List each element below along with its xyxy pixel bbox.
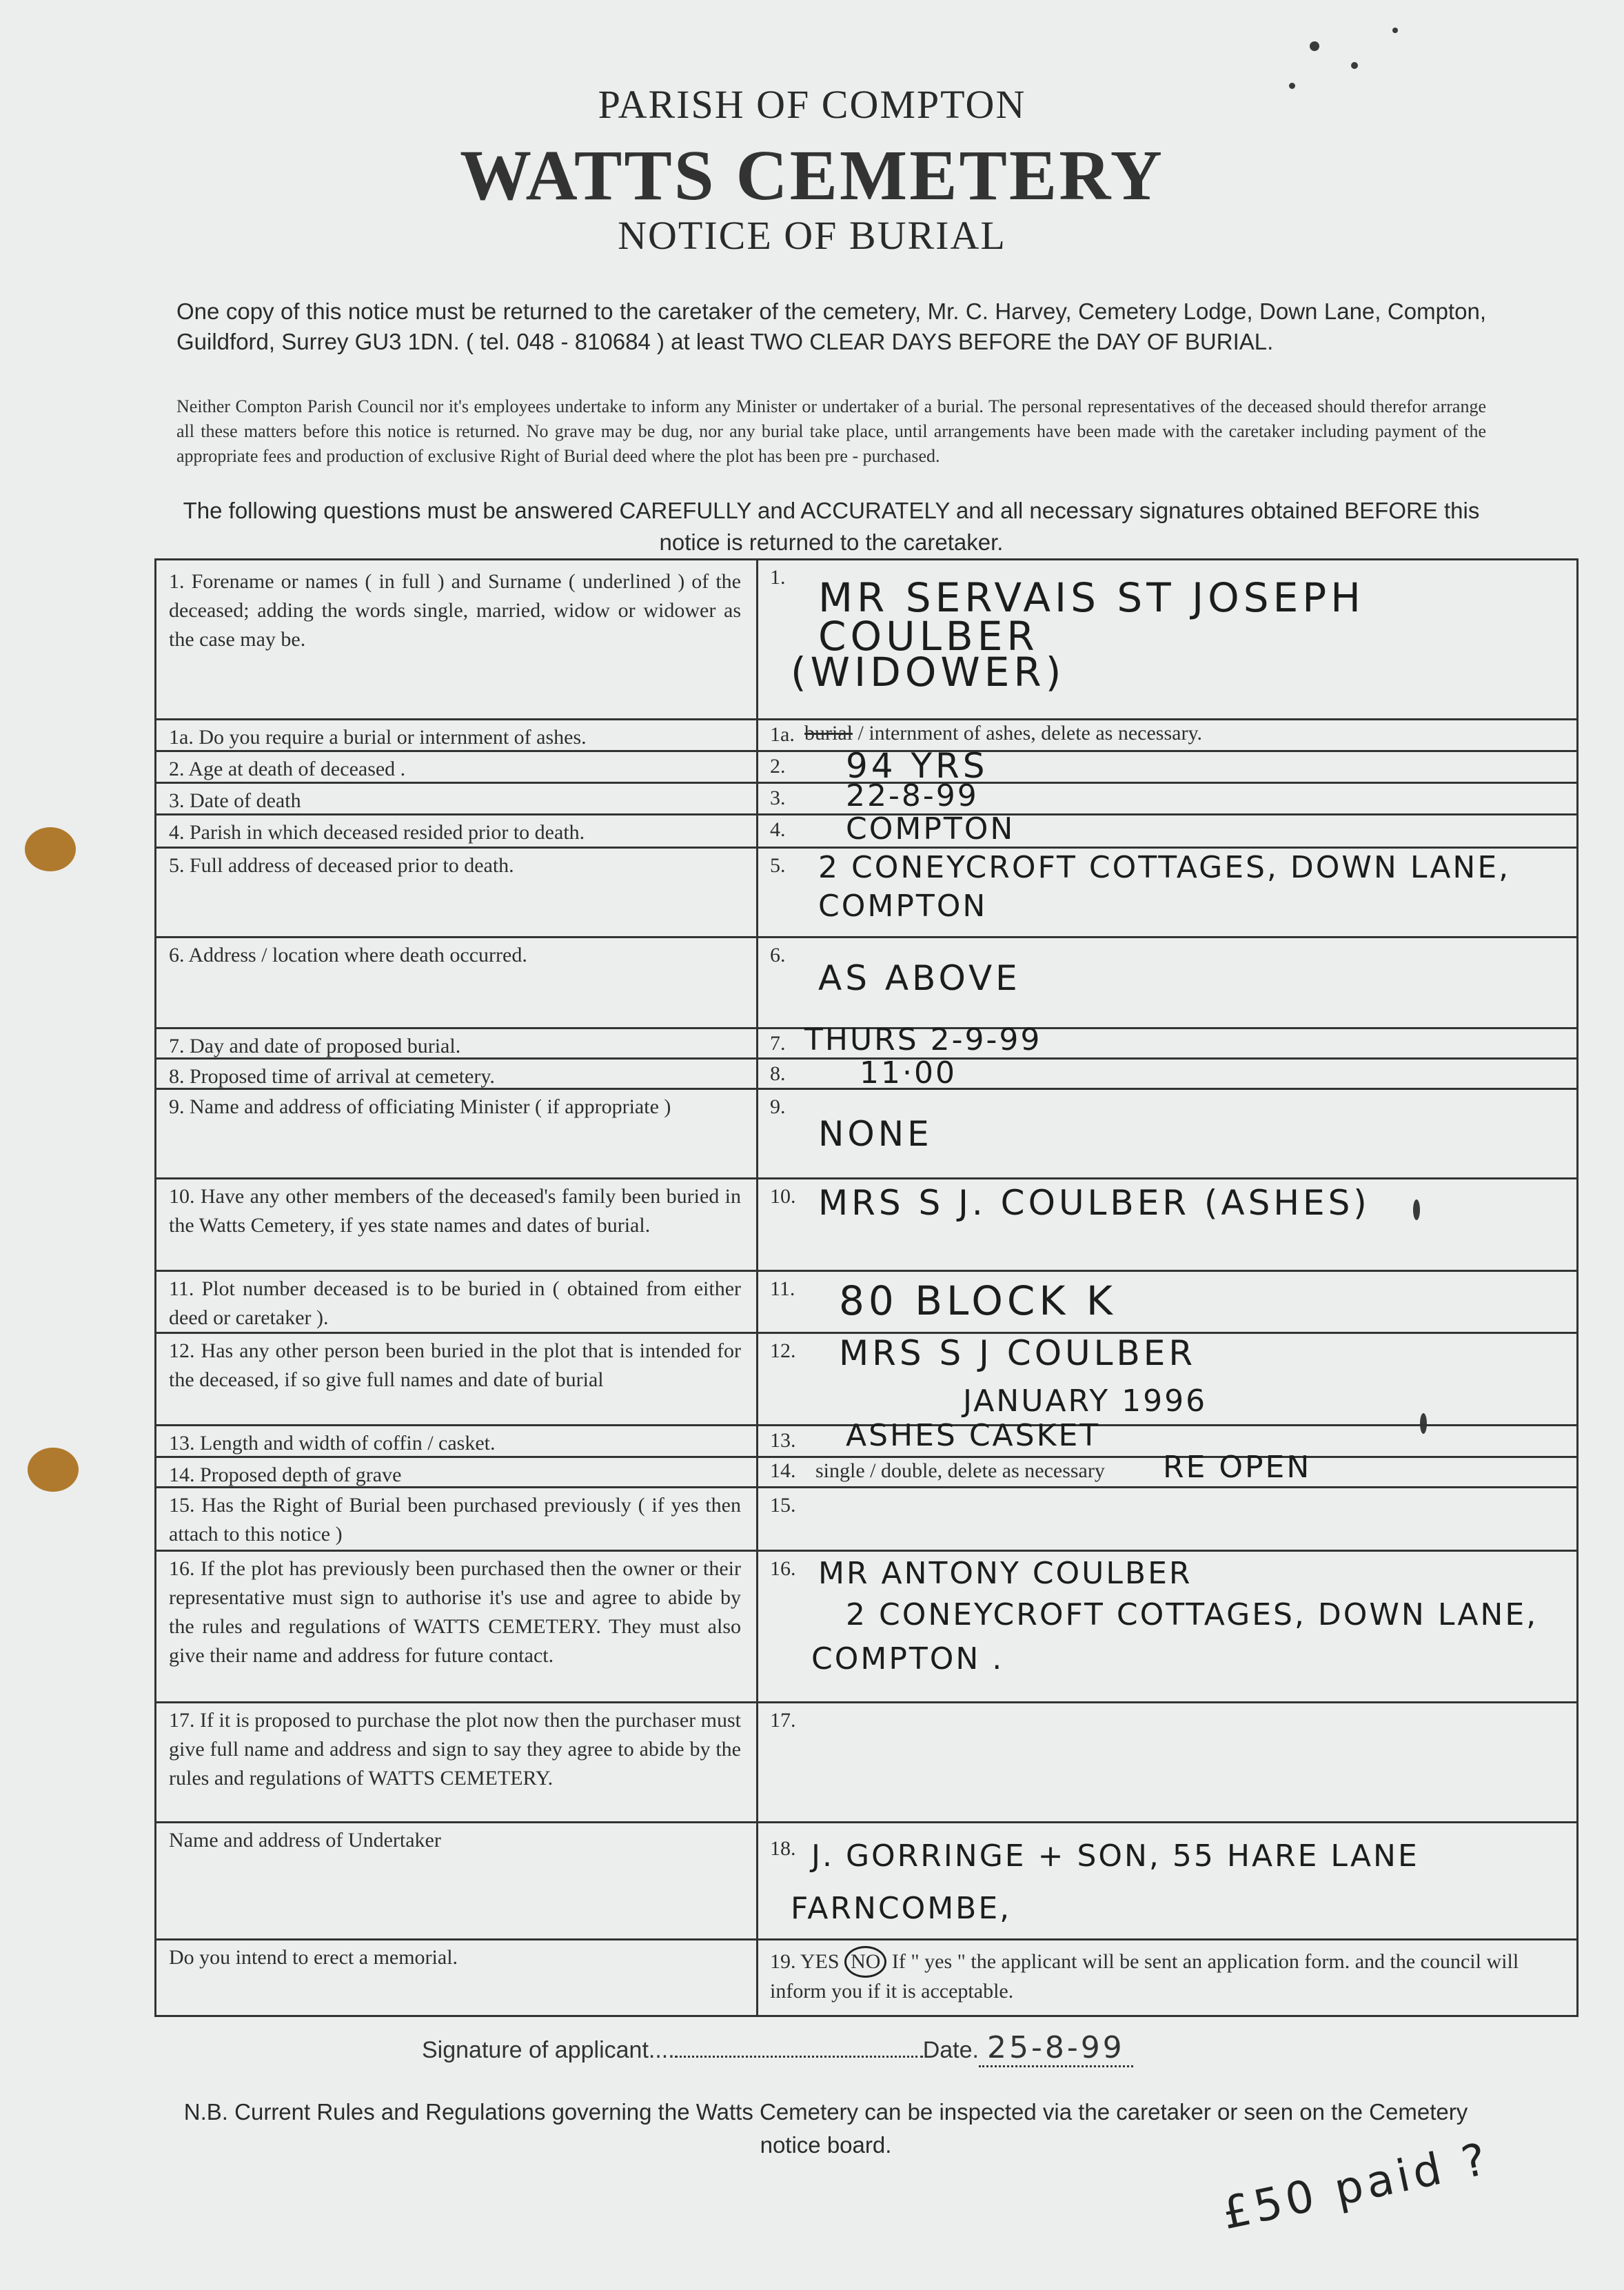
form-row-12 <box>156 1334 1576 1426</box>
answer-5-line1: 2 CONEYCROFT COTTAGES, DOWN LANE, <box>818 850 1511 885</box>
form-row-16 <box>156 1552 1576 1703</box>
punch-hole-bottom <box>28 1448 79 1492</box>
intro-paragraph: One copy of this notice must be returned to the caretaker of the cemetery, Mr. C. Harvey, Cemetery Lodge, Down Lane, Compton, Guildford, Surrey GU3 1DN. ( tel. 048 - 810684 ) at least TWO CLEAR DAYS BEFORE the DAY OF BURIAL. <box>176 298 1486 354</box>
answer-number-12: 12. <box>770 1339 796 1362</box>
answer-number-4: 4. <box>770 818 786 841</box>
signature-label: Signature of applicant.... <box>422 2037 675 2063</box>
answer-number-9: 9. <box>770 1095 786 1118</box>
answer-6: AS ABOVE <box>818 958 1021 998</box>
answer-2: 94 YRS <box>846 746 988 786</box>
question-16: 16. If the plot has previously been purchased then the owner or their representative must sign to authorise it's use and agree to abide by the rules and regulations of WATTS CEMETERY. They must also give their name and address for future contact. <box>169 1557 741 1667</box>
question-7: 7. Day and date of proposed burial. <box>169 1035 461 1057</box>
answer-16-line1: MR ANTONY COULBER <box>818 1556 1192 1591</box>
question-4: 4. Parish in which deceased resided prior to death. <box>169 821 585 844</box>
answer-19-note: If " yes " the applicant will be sent an application form. and the council will inform you if it is acceptable. <box>770 1950 1519 2003</box>
question-10: 10. Have any other members of the deceased's family been buried in the Watts Cemetery, if yes state names and dates of burial. <box>169 1185 741 1237</box>
answer-14: RE OPEN <box>1163 1450 1312 1485</box>
answer-number-18: 18. <box>770 1837 796 1860</box>
form-row-5 <box>156 849 1576 938</box>
form-row-6 <box>156 938 1576 1029</box>
question-2: 2. Age at death of deceased . <box>169 758 406 780</box>
answer-number-16: 16. <box>770 1557 796 1580</box>
answer-number-2: 2. <box>770 755 786 778</box>
answer-12-line2: JANUARY 1996 <box>963 1384 1208 1419</box>
footer-note: N.B. Current Rules and Regulations governing the Watts Cemetery can be inspected via the caretaker or seen on the Cemetery notice board. <box>183 2099 1468 2158</box>
question-3: 3. Date of death <box>169 789 301 812</box>
question-8: 8. Proposed time of arrival at cemetery. <box>169 1065 495 1088</box>
form-row-15 <box>156 1488 1576 1552</box>
handwritten-note: £50 paid ? <box>1217 2133 1495 2240</box>
question-5: 5. Full address of deceased prior to death. <box>169 854 514 877</box>
toner-speck <box>1310 41 1319 51</box>
question-12: 12. Has any other person been buried in the plot that is intended for the deceased, if so give full names and date of burial <box>169 1339 741 1391</box>
answer-1a-text: / internment of ashes, delete as necessary. <box>857 722 1203 744</box>
answer-19-no-circled: NO <box>844 1946 886 1978</box>
form-row-17 <box>156 1703 1576 1823</box>
answer-13: ASHES CASKET <box>846 1418 1101 1453</box>
cemetery-title: WATTS CEMETERY <box>460 136 1164 215</box>
answer-11: 80 BLOCK K <box>839 1277 1117 1324</box>
question-1: 1. Forename or names ( in full ) and Surname ( underlined ) of the deceased; adding the words single, married, widow or widower as the case may be. <box>169 570 741 651</box>
question-6: 6. Address / location where death occurred. <box>169 944 527 966</box>
form-row-14 <box>156 1450 1576 1488</box>
answer-18-line2: FARNCOMBE, <box>791 1891 1012 1926</box>
answer-1-status: (WIDOWER) <box>791 649 1066 696</box>
answer-number-19: 19. <box>770 1950 796 1973</box>
answer-8: 11·00 <box>860 1055 957 1091</box>
form-row-9 <box>156 1090 1576 1179</box>
date-label: Date. <box>922 2037 979 2063</box>
answer-16-line3: COMPTON . <box>811 1641 1004 1676</box>
signature-scribble <box>675 2035 923 2058</box>
answer-number-11: 11. <box>770 1277 795 1300</box>
answer-16-line2: 2 CONEYCROFT COTTAGES, DOWN LANE, <box>846 1597 1539 1632</box>
answer-1-name: MR SERVAIS ST JOSEPH COULBER <box>818 574 1365 660</box>
answer-4: COMPTON <box>846 811 1015 847</box>
answer-9: NONE <box>818 1114 933 1154</box>
notice-title: NOTICE OF BURIAL <box>618 213 1006 258</box>
answer-19-yes: YES <box>800 1950 840 1973</box>
form-row-11 <box>156 1272 1576 1334</box>
question-15: 15. Has the Right of Burial been purchased previously ( if yes then attach to this notice ) <box>169 1494 741 1546</box>
answer-7: THURS 2-9-99 <box>804 1022 1042 1057</box>
answer-19-printed <box>770 1946 1570 2005</box>
answer-number-6: 6. <box>770 944 786 966</box>
answer-number-3: 3. <box>770 787 786 809</box>
answer-number-7: 7. <box>770 1032 786 1055</box>
answer-number-10: 10. <box>770 1185 796 1208</box>
fine-print-paragraph: Neither Compton Parish Council nor it's employees undertake to inform any Minister or undertaker of a burial. The personal representatives of the deceased should therefor arrange all these matters before this notice is returned. No grave may be dug, nor any burial take place, until arrangements have been made with the caretaker including payment of the appropriate fees and production of exclusive Right of Burial deed where the plot has been pre - purchased. <box>176 396 1486 466</box>
form-row-18 <box>156 1823 1576 1941</box>
form-row-1 <box>156 560 1576 720</box>
question-1a: 1a. Do you require a burial or internment of ashes. <box>169 726 587 749</box>
answer-14-printed: single / double, delete as necessary <box>815 1459 1105 1482</box>
question-11: 11. Plot number deceased is to be buried in ( obtained from either deed or caretaker ). <box>169 1277 741 1329</box>
form-row-4 <box>156 811 1576 849</box>
answer-10: MRS S J. COULBER (ASHES) <box>818 1183 1370 1223</box>
answer-number-1: 1. <box>770 566 786 589</box>
answer-number-8: 8. <box>770 1062 786 1085</box>
answer-number-17: 17. <box>770 1709 796 1732</box>
date-value: 25-8-99 <box>979 2030 1133 2067</box>
answer-3: 22-8-99 <box>846 778 979 813</box>
form-row-8 <box>156 1055 1576 1091</box>
answer-1a-struck: burial <box>804 722 853 744</box>
punch-hole-top <box>25 827 76 871</box>
answer-number-13: 13. <box>770 1429 796 1452</box>
signature-line <box>422 2030 1133 2065</box>
answer-12-line1: MRS S J COULBER <box>839 1333 1197 1373</box>
answer-number-15: 15. <box>770 1494 796 1517</box>
question-17: 17. If it is proposed to purchase the plot now then the purchaser must give full name and address and sign to say they agree to abide by the rules and regulations of WATTS CEMETERY. <box>169 1709 741 1790</box>
answer-number-5: 5. <box>770 854 786 877</box>
form-row-19 <box>156 1941 1576 2019</box>
burial-form-table <box>154 558 1579 2017</box>
answer-number-1a: 1a. <box>770 723 795 746</box>
parish-title: PARISH OF COMPTON <box>598 82 1026 127</box>
question-19: Do you intend to erect a memorial. <box>169 1946 458 1969</box>
toner-speck <box>1392 28 1398 33</box>
toner-speck <box>1351 62 1358 69</box>
answer-18-line1: J. GORRINGE + SON, 55 HARE LANE <box>811 1838 1419 1874</box>
question-9: 9. Name and address of officiating Minister ( if appropriate ) <box>169 1095 671 1118</box>
question-13: 13. Length and width of coffin / casket. <box>169 1432 496 1455</box>
answer-1a-printed <box>804 722 1202 745</box>
answer-5-line2: COMPTON <box>818 889 988 924</box>
answer-number-14: 14. <box>770 1459 796 1482</box>
question-18: Name and address of Undertaker <box>169 1829 441 1852</box>
form-row-10 <box>156 1179 1576 1272</box>
question-14: 14. Proposed depth of grave <box>169 1463 402 1486</box>
instruction-paragraph: The following questions must be answered CAREFULLY and ACCURATELY and all necessary signatures obtained BEFORE this notice is returned to the caretaker. <box>183 498 1480 555</box>
